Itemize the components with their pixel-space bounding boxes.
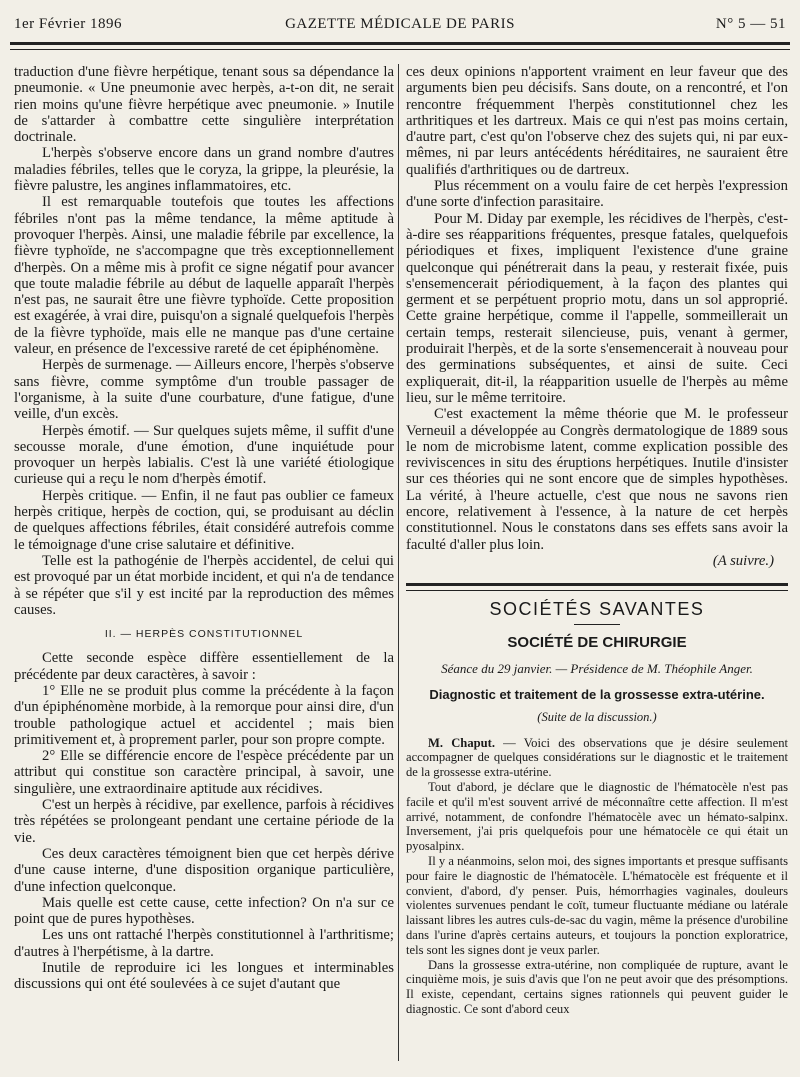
section-heading: II. — HERPÈS CONSTITUTIONNEL (104, 628, 304, 641)
paragraph: Mais quelle est cette cause, cette infection? On n'a sur ce point que de pures hypothèses. (14, 894, 394, 928)
societes-heading: SOCIÉTÉS SAVANTES (489, 599, 705, 620)
paragraph: Cette seconde espèce diffère essentiellement de la précédente par deux caractères, à savoir : (14, 650, 394, 683)
discussion-subtitle: (Suite de la discussion.) (537, 710, 657, 725)
paragraph: C'est exactement la même théorie que M. le professeur Verneuil a développée au Congrès dermatologique de 1889 sous le nom de microbisme latent, comme explication possible des reviviscences in situ des éruptions herpétiques. Inutile d'insister sur ces théories qui ne sont encore que de simples hypothèses. La vérité, à l'heure actuelle, c'est que nous ne savons rien encore, relativement à l'essence, à la nature de cet herpès constitutionnel. Nous le constatons dans ses effets sans avoir la faculté d'aller plus loin. (406, 406, 788, 553)
chaput-report (406, 736, 788, 1017)
right-column (406, 64, 788, 1077)
paragraph: Herpès de surmenage. — Ailleurs encore, l'herpès s'observe sans fièvre, comme symptôme d'un trouble passager de l'organisme, à la suite d'une courbature, d'une fatigue, d'une veille, d'un excès. (14, 357, 394, 423)
paragraph: Tout d'abord, je déclare que le diagnostic de l'hématocèle n'est pas facile et qu'il m'est souvent arrivé de méconnaître cette affection. Il m'est arrivé, notamment, de confondre l'hématocèle avec un hémato-salpinx. Inversement, j'ai pris quelquefois pour une hématocèle ce qui était un pyosalpinx. (406, 780, 788, 854)
paragraph: Herpès émotif. — Sur quelques sujets même, il suffit d'une secousse morale, d'une émotion, d'une inquiétude pour provoquer un herpès labialis. C'est là une variété étiologique curieuse qui a reçu le nom d'herpès émotif. (14, 422, 394, 488)
paragraph: Ces deux caractères témoignent bien que cet herpès dérive d'une cause interne, d'une disposition organique particulière, d'une infection quelconque. (14, 845, 394, 895)
header-title: GAZETTE MÉDICALE DE PARIS (285, 16, 515, 32)
societe-heading: SOCIÉTÉ DE CHIRURGIE (507, 633, 687, 651)
to-be-continued: (A suivre.) (712, 552, 774, 569)
header-date: 1er Février 1896 (14, 16, 122, 32)
paragraph: Les uns ont rattaché l'herpès constitutionnel à l'arthritisme; d'autres à l'herpétisme, à la dartre. (14, 927, 394, 960)
paragraph: 2° Elle se différencie encore de l'espèce précédente par un attribut qui constitue son caractère principal, à savoir, une singulière, une extraordinaire aptitude aux récidives. (14, 748, 394, 797)
paragraph: Dans la grossesse extra-utérine, non compliquée de rupture, avant le cinquième mois, je suis d'avis que l'on ne peut avoir que des présomptions. Il existe, cependant, certains signes rationnels qui peuvent guider le diagnostic. Ce sont d'abord ceux (406, 957, 788, 1017)
paragraph (406, 736, 788, 780)
header-rule (10, 42, 790, 50)
paragraph: C'est un herpès à récidive, par exellence, parfois à récidives très répétées se prolongeant pendant une certaine période de la vie. (14, 797, 394, 846)
seance-line: Séance du 29 janvier. — Présidence de M. Théophile Anger. (441, 660, 753, 676)
paragraph: traduction d'une fièvre herpétique, tenant sous sa dépendance la pneumonie. « Une pneumonie avec herpès, a-t-on dit, ne serait rien moins qu'une fièvre herpétique avec pneumonie. » Inutile de s'attarder à combattre cette singulière interprétation doctrinale. (14, 64, 394, 146)
discussion-title: Diagnostic et traitement de la grossesse extra-utérine. (429, 687, 765, 703)
paragraph: L'herpès s'observe encore dans un grand nombre d'autres maladies fébriles, telles que le coryza, la grippe, la pleurésie, la fièvre palustre, les angines inflammatoires, etc. (14, 145, 394, 195)
left-column (14, 64, 394, 1077)
speaker-text: — Voici des observations que je désire seulement accompagner de quelques considérations sur le diagnostic et le traitement de la grossesse extra-utérine. (406, 735, 788, 780)
section-rule (406, 583, 788, 591)
header-issue: N° 5 — 51 (715, 16, 786, 32)
paragraph: Herpès critique. — Enfin, il ne faut pas oublier ce fameux herpès critique, herpès de coction, qui, se produisant au déclin de quelques affections fébriles, était considéré autrefois comme le témoignage d'une crise salutaire et définitive. (14, 487, 394, 553)
paragraph: Inutile de reproduire ici les longues et interminables discussions qui ont été soulevées à ce sujet d'autant que (14, 960, 394, 993)
column-divider (398, 64, 399, 1061)
paragraph: 1° Elle ne se produit plus comme la précédente à la façon d'un épiphénomène morbide, à la remorque pour ainsi dire, d'un trouble pathologique actuel et accidentel ; mais bien primitivement et, à proprement parler, pour son propre compte. (14, 682, 394, 748)
paragraph: Il est remarquable toutefois que toutes les affections fébriles n'ont pas la même tendance, la même aptitude à provoquer l'herpès. Ainsi, une maladie fébrile par excellence, la fièvre typhoïde, ne s'accompagne que très exceptionnellement d'herpès. On a même mis à profit ce signe négatif pour avancer que toute maladie fébrile au début de laquelle apparaît l'herpès n'est pas, ne saurait être une fièvre typhoïde. Cette proposition est exagérée, à vrai dire, puisqu'on a signalé quelquefois l'herpès de la fièvre typhoïde, mais elle ne manque pas d'une certaine valeur, en présence de l'excessive rareté de cet épiphénomène. (14, 194, 394, 358)
paragraph: Pour M. Diday par exemple, les récidives de l'herpès, c'est-à-dire ses réapparitions fréquentes, presque fatales, quelquefois périodiques et fixes, impliquent l'existence d'une graine quelconque qui pénétrerait dans la peau, y resterait fixée, puis s'ensemencerait périodiquement, à la façon des plantes qui germent et se perpétuent proprio motu, dans un sol approprié. Cette graine herpétique, comme il l'appelle, sommeillerait un certain temps, resterait silencieuse, puis, venant à germer, produirait l'herpès, et de la sorte s'ensemencerait à nouveau pour des germinations subséquentes, et ainsi de suite. Ceci expliquerait, dit-il, la réapparition usuelle de l'herpès au même lieu, sur le même territoire. (406, 210, 788, 406)
paragraph: ces deux opinions n'apportent vraiment en leur faveur que des arguments bien peu décisifs. Sans doute, on a rencontré, et l'on rencontre fréquemment l'herpès constitutionnel chez les arthritiques et les dartreux. Mais ce qui n'est pas moins certain, d'autre part, c'est qu'on l'observe chez des sujets qui, ni par eux-mêmes, ni par leurs antécédents héréditaires, ne sauraient être qualifiés d'arthritiques ou de dartreux. (406, 64, 788, 178)
paragraph: Il y a néanmoins, selon moi, des signes importants et presque suffisants pour faire le diagnostic de l'hématocèle. L'hématocèle est fréquente et il convient, d'abord, d'y penser. Puis, hémorrhagies vaginales, douleurs violentes survenues pendant le coït, tumeur fluctuante médiane ou latérale laissant libres les autres culs-de-sac du vagin, même la présence d'urobiline dans l'urine d'après certains auteurs, et toujours la ponction exploratrice, tels sont les signes dont je veux parler. (406, 854, 788, 957)
page-header (14, 12, 786, 34)
paragraph: Telle est la pathogénie de l'herpès accidentel, de celui qui est provoqué par un état morbide incident, et qui n'a de tendance à se répéter que s'il y est incité par la reproduction des mêmes causes. (14, 552, 394, 618)
short-rule (574, 624, 620, 625)
speaker-name: M. Chaput. (428, 735, 495, 750)
paragraph: Plus récemment on a voulu faire de cet herpès l'expression d'une sorte d'infection parasitaire. (406, 178, 788, 211)
